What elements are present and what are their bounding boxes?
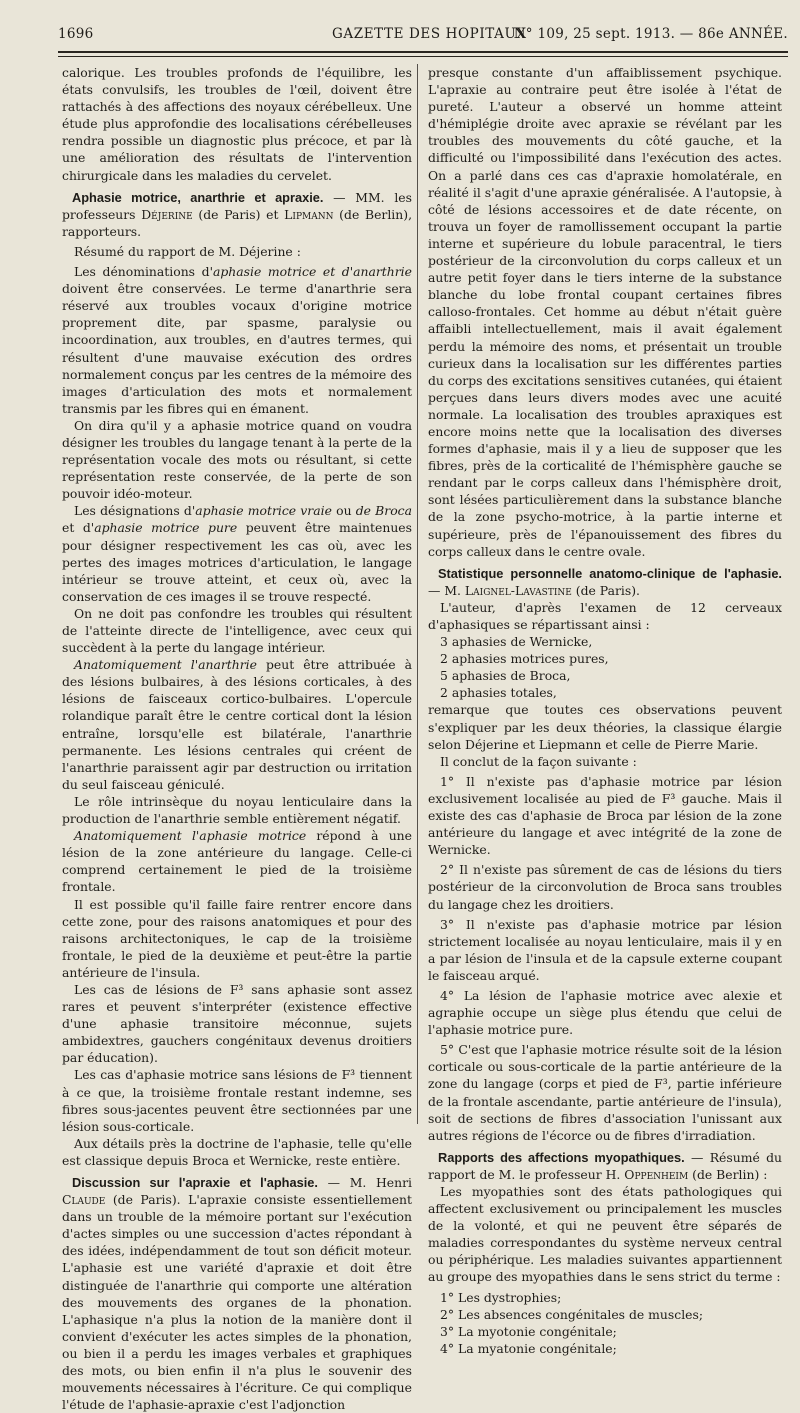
page-header xyxy=(58,26,788,50)
list-item: 3° La myotonie congénitale; xyxy=(440,1323,617,1339)
paragraph: Le rôle intrinsèque du noyau lenticulaire dans la production de l'anarthrie semble entièrement négatif. xyxy=(62,793,412,827)
conclusion-item: 1° Il n'existe pas d'aphasie motrice par lésion exclusivement localisée au pied de F³ gauche. Mais il existe des cas d'aphasie de Broca par lésion de la zone antérieure du langage et avec intégrité de la zone de Wernicke. xyxy=(428,773,782,858)
paragraph: On dira qu'il y a aphasie motrice quand on voudra désigner les troubles du langage tenant à la perte de la représentation vocale des mots ou résultant, si cette représentation reste conservée, de la perte de son pouvoir idéo-moteur. xyxy=(62,417,412,502)
list-item: 2 aphasies totales, xyxy=(440,685,557,701)
paragraph: L'auteur, d'après l'examen de 12 cerveaux d'aphasiques se répartissant ainsi : xyxy=(428,599,782,632)
list-item: 1° Les dystrophies; xyxy=(440,1289,562,1305)
paragraph: On ne doit pas confondre les troubles qui résultent de l'atteinte directe de l'intelligence, avec ceux qui succèdent à la perte du langage intérieur. xyxy=(62,605,412,656)
paragraph: Les myopathies sont des états pathologiques qui affectent exclusivement ou principalement les muscles de la volonté, et qui ne peuvent être séparés de maladies correspondantes du système nerveux central ou périphérique. Les maladies suivantes appartiennent au groupe des myopathies dans le sens strict du terme : xyxy=(428,1184,782,1285)
author-name: Claude xyxy=(62,1192,106,1208)
paragraph: Il conclut de la façon suivante : xyxy=(440,753,637,769)
list-item: 3 aphasies de Wernicke, xyxy=(440,634,593,650)
paragraph: Anatomiquement l'aphasie motrice répond à une lésion de la zone antérieure du langage. Celle-ci comprend certainement le pied de la troisième frontale. xyxy=(62,828,412,895)
page-number: 1696 xyxy=(58,26,94,42)
list-item: 2 aphasies motrices pures, xyxy=(440,651,609,667)
header-rule-thin xyxy=(58,56,788,57)
section-myopathies: Rapports des affections myopathiques. — Résumé du rapport de M. le professeur H. Oppenheim (de Berlin) : xyxy=(428,1149,782,1182)
section-heading: Rapports des affections myopathiques. xyxy=(438,1149,685,1165)
paragraph: Anatomiquement l'anarthrie peut être attribuée à des lésions bulbaires, à des lésions corticales, à des lésions de faisceaux cortico-bulbaires. L'opercule rolandique paraît être le centre cortical dont la lésion entraîne, lorsqu'elle est bilatérale, l'anarthrie permanente. Les lésions centrales qui créent de l'anarthrie paraissent agir par destruction ou irritation du seul faisceau géniculé. xyxy=(62,657,412,792)
section-discussion-apraxie: Discussion sur l'apraxie et l'aphasie. — M. Henri Claude (de Paris). L'apraxie consiste essentiellement dans un trouble de la mémoire portant sur l'exécution d'actes simples ou une succession d'actes répondant à des idées, indépendamment de tout son déficit moteur. L'aphasie est une variété d'apraxie et doit être distinguée de l'anarthrie qui comporte une altération des mouvements des organes de la phonation. L'aphasique n'a plus la notion de la manière dont il convient d'exécuter les actes simples de la phonation, ou bien il a perdu les images verbales et graphiques des mots, ou bien enfin il n'a plus le souvenir des mouvements nécessaires à l'écriture. Ce qui complique l'étude de l'aphasie-apraxie c'est l'adjonction xyxy=(62,1175,412,1413)
column-divider xyxy=(417,64,418,1124)
paragraph: Les cas d'aphasie motrice sans lésions de F³ tiennent à ce que, la troisième frontale restant indemne, ses fibres sous-jacentes peuvent être sectionnées par une lésion sous-corticale. xyxy=(62,1067,412,1134)
paragraph: Les désignations d'aphasie motrice vraie ou de Broca et d'aphasie motrice pure peuvent être maintenues pour désigner respectivement les cas où, avec les pertes des images motrices d'articulation, le langage intérieur se trouve atteint, et ceux où, avec la conservation de ces images il se trouve respecté. xyxy=(62,503,413,604)
conclusion-item: 5° C'est que l'aphasie motrice résulte soit de la lésion corticale ou sous-corticale de la partie antérieure de la zone du langage (corps et pied de F³, partie inférieure de la frontale ascendante, partie antérieure de l'insula), soit de sections de fibres d'association l'unissant aux autres régions de l'écorce ou de fibres d'irradiation. xyxy=(428,1042,782,1143)
author-name: Lipmann xyxy=(284,206,334,222)
conclusion-item: 2° Il n'existe pas sûrement de cas de lésions du tiers postérieur de la circonvolution de Broca sans troubles du langage chez les droitiers. xyxy=(428,862,782,912)
header-rule-thick xyxy=(58,51,788,53)
section-aphasie-motrice: Aphasie motrice, anarthrie et apraxie. — MM. les professeurs Déjerine (de Paris) et Lipmann (de Berlin), rapporteurs. xyxy=(62,189,413,239)
paragraph: Résumé du rapport de M. Déjerine : xyxy=(74,243,301,259)
list-item: 2° Les absences congénitales de muscles; xyxy=(440,1306,704,1322)
section-statistique: Statistique personnelle anatomo-clinique de l'aphasie. — M. Laignel-Lavastine (de Paris). xyxy=(428,565,782,598)
list-item: 5 aphasies de Broca, xyxy=(440,668,571,684)
list-item: 4° La myatonie congénitale; xyxy=(440,1340,617,1356)
section-heading: Discussion sur l'apraxie et l'aphasie. xyxy=(72,1175,318,1190)
author-name: Déjerine xyxy=(141,206,193,222)
left-column xyxy=(62,64,412,1413)
section-heading: Statistique personnelle anatomo-clinique de l'aphasie. xyxy=(438,565,782,581)
paragraph: Les cas de lésions de F³ sans aphasie sont assez rares et peuvent s'interpréter (existence effective d'une aphasie transitoire méconnue, sujets ambidextres, gauchers congénitaux devenus droitiers par éducation). xyxy=(62,981,412,1066)
paragraph: Aux détails près la doctrine de l'aphasie, telle qu'elle est classique depuis Broca et Wernicke, reste entière. xyxy=(62,1135,412,1168)
conclusion-item: 4° La lésion de l'aphasie motrice avec alexie et agraphie occupe un siège plus étendu que celui de l'aphasie motrice pure. xyxy=(428,987,782,1038)
paragraph: Il est possible qu'il faille faire rentrer encore dans cette zone, pour des raisons anatomiques et pour des raisons architectoniques, le cap de la troisième frontale, le pied de la deuxième et peut-être la partie antérieure de l'insula. xyxy=(62,896,412,980)
journal-title: GAZETTE DES HOPITAUX xyxy=(332,26,527,42)
paragraph: presque constante d'un affaiblissement psychique. L'apraxie au contraire peut être isolée à l'état de pureté. L'auteur a observé un homme atteint d'hémiplégie droite avec apraxie se révélant par les troubles des mouvements du côté gauche, et la difficulté ou l'impossibilité dans l'exécution des actes. On a parlé dans ces cas d'apraxie homolatérale, en réalité il s'agit d'une apraxie généralisée. A l'autopsie, à côté de lésions accessoires et de date récente, on trouva un foyer de ramollissement occupant la partie interne et supérieure du lobule paracentral, le tiers postérieur de la circonvolution du corps calleux et un autre petit foyer dans le tiers interne de la substance blanche du lobe frontal coupant certaines fibres calloso-frontales. Cet homme au début n'était guère affaibli intellectuellement, mais il avait également perdu la mémoire des noms, et présentait un trouble curieux dans la localisation sur les différentes parties du corps des excitations sensitives cutanées, qui étaient perçues dans leurs divers modes avec une acuité normale. La localisation des troubles apraxiques est encore moins nette que la localisation des diverses formes d'aphasie, mais il y a lieu de supposer que les fibres, près de la corticalité de l'hémisphère gauche se rendant par le corps calleux dans l'hémisphère droit, sont lésées particulièrement dans la substance blanche de la zone psycho-motrice, à la partie interne et supérieure, près de l'épanouissement des fibres du corps calleux dans le centre ovale. xyxy=(428,65,782,559)
section-heading: Aphasie motrice, anarthrie et apraxie. xyxy=(72,189,324,205)
conclusion-item: 3° Il n'existe pas d'aphasie motrice par lésion strictement localisée au noyau lenticulaire, mais il y en a par lésion de l'insula et de la capsule externe coupant le faisceau arqué. xyxy=(428,916,782,983)
paragraph: calorique. Les troubles profonds de l'équilibre, les états convulsifs, les troubles de l'œil, doivent être rattachés à des affections des noyaux cérébelleux. Une étude plus approfondie des localisations cérébelleuses rendra possible un diagnostic plus précoce, et par là une amélioration des résultats de l'intervention chirurgicale dans les maladies du cervelet. xyxy=(62,65,412,183)
issue-info: N° 109, 25 sept. 1913. — 86e ANNÉE. xyxy=(513,26,788,42)
paragraph: Les dénominations d'aphasie motrice et d'anarthrie doivent être conservées. Le terme d'anarthrie sera réservé aux troubles vocaux d'origine motrice proprement dite, par spasme, paralysie ou incoordination, aux troubles, en d'autres termes, qui résultent d'une mauvaise exécution des ordres normalement conçus par les centres de la mémoire des images d'articulation des mots et normalement transmis par les fibres qui en émanent. xyxy=(62,264,412,416)
paragraph: remarque que toutes ces observations peuvent s'expliquer par les deux théories, la classique élargie selon Déjerine et Liepmann et celle de Pierre Marie. xyxy=(428,702,782,752)
author-name: Laignel-Lavastine xyxy=(464,582,572,598)
author-name: Oppenheim xyxy=(624,1166,689,1182)
